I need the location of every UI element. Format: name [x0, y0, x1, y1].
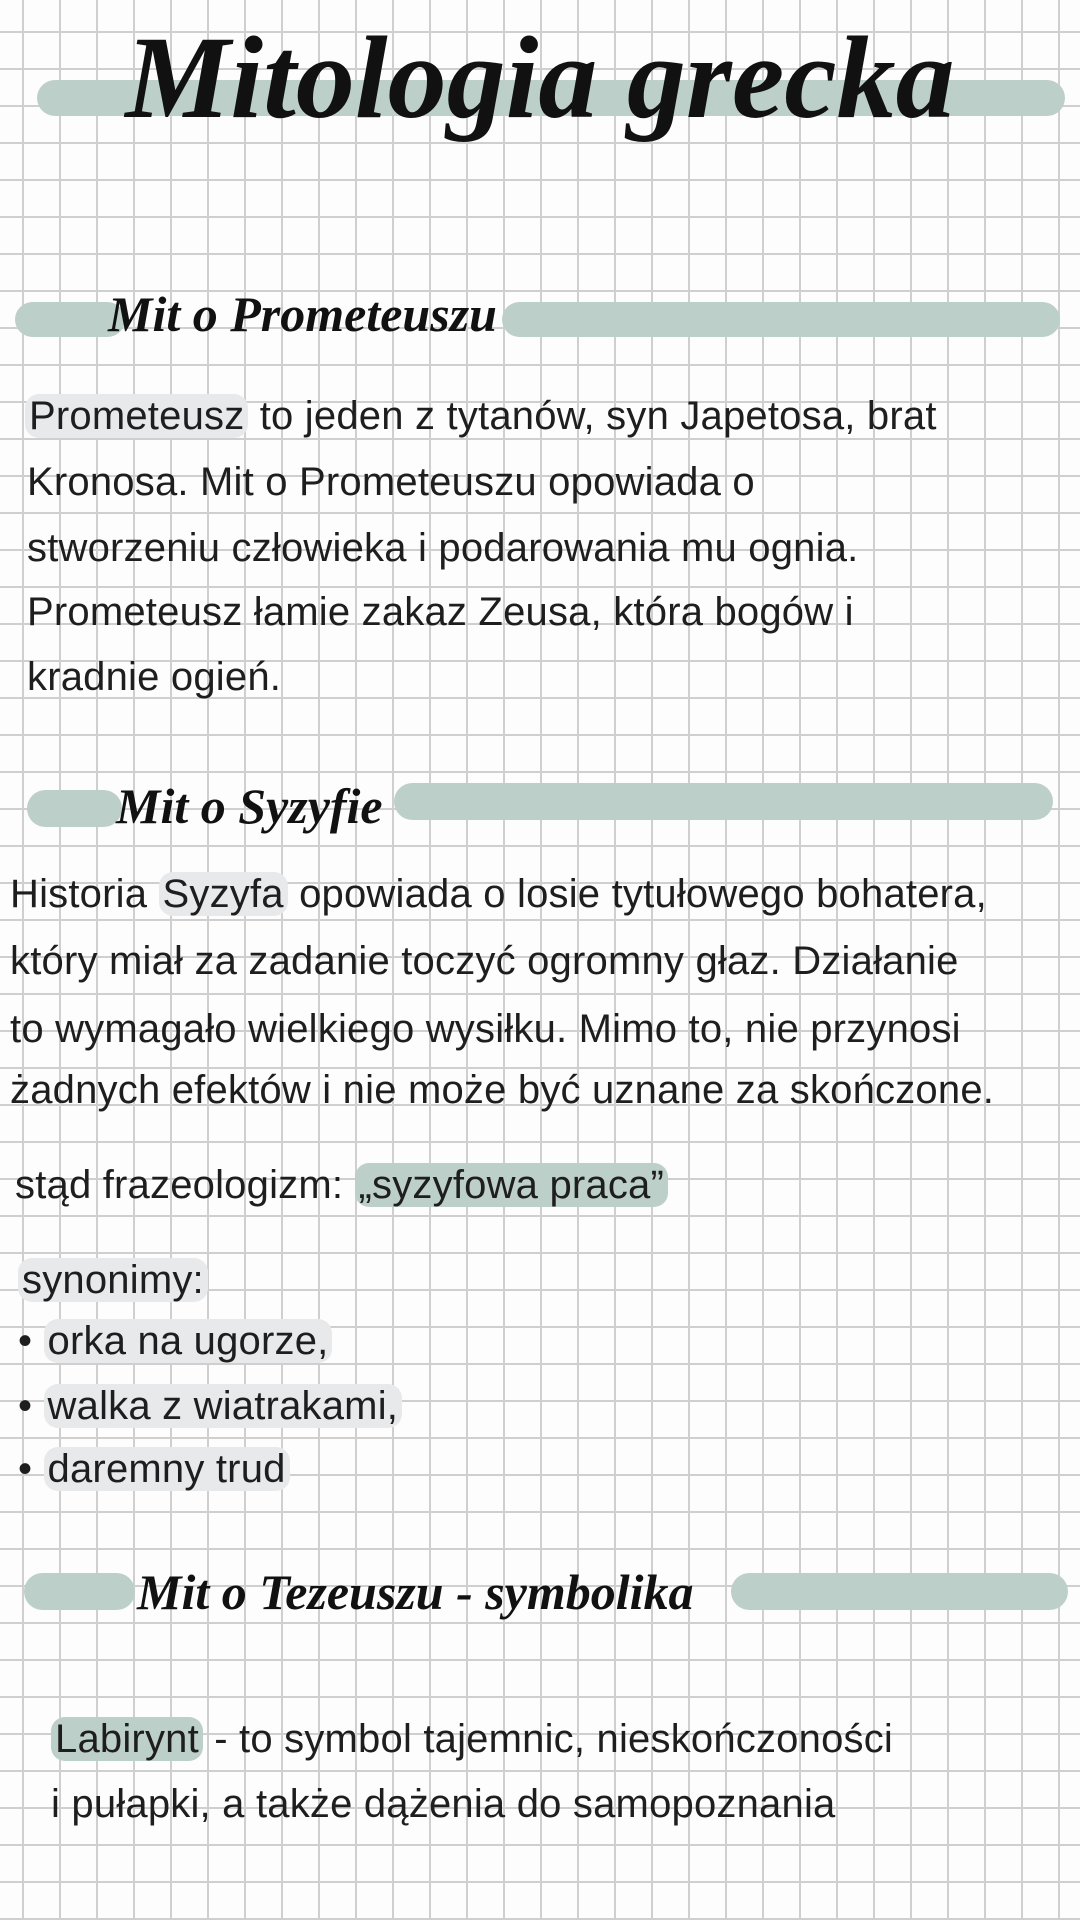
section-heading-prometeusz: Mit o Prometeuszu	[108, 286, 497, 342]
paragraph-line: żadnych efektów i nie może być uznane za skończone.	[10, 1068, 995, 1112]
highlight-labirynt: Labirynt	[51, 1717, 203, 1761]
paragraph-line: który miał za zadanie toczyć ogromny głaz. Działanie	[10, 939, 959, 983]
paragraph-line: Kronosa. Mit o Prometeuszu opowiada o	[27, 460, 755, 504]
paragraph-line	[25, 391, 937, 441]
phrase-label: stąd frazeologizm:	[15, 1163, 355, 1207]
heading-bar-right	[502, 302, 1060, 337]
paragraph-line	[10, 869, 987, 919]
highlight-syzyfa: Syzyfa	[159, 872, 288, 916]
text: opowiada o losie tytułowego bohatera,	[287, 872, 987, 916]
synonym-item: • walka z wiatrakami,	[18, 1381, 402, 1431]
synonym-text: orka na ugorze,	[44, 1319, 333, 1363]
synonym-item: • daremny trud	[18, 1444, 290, 1494]
synonym-item: • orka na ugorze,	[18, 1316, 332, 1366]
heading-bar-right	[731, 1573, 1068, 1610]
section-heading-tezeusz: Mit o Tezeuszu - symbolika	[137, 1564, 694, 1620]
text: - to symbol tajemnic, nieskończoności	[202, 1717, 894, 1761]
paragraph-line	[51, 1714, 893, 1764]
synonym-text: daremny trud	[44, 1447, 290, 1491]
highlight-prometeusz: Prometeusz	[25, 394, 248, 438]
heading-bar-left	[24, 1573, 135, 1610]
paragraph-line: stworzeniu człowieka i podarowania mu ognia.	[27, 526, 859, 570]
paragraph-line: kradnie ogień.	[27, 655, 282, 699]
synonym-text: walka z wiatrakami,	[44, 1384, 403, 1428]
heading-bar-right	[394, 783, 1053, 820]
text: Historia	[10, 872, 159, 916]
page-title: Mitologia grecka	[125, 12, 955, 143]
phrase-highlight: „syzyfowa praca”	[355, 1163, 669, 1207]
paragraph-line: to wymagało wielkiego wysiłku. Mimo to, nie przynosi	[10, 1007, 961, 1051]
synonyms-label-text: synonimy:	[18, 1258, 208, 1302]
phrase-line	[15, 1160, 668, 1210]
heading-bar-left	[27, 790, 122, 827]
synonyms-label	[18, 1255, 208, 1305]
text: to jeden z tytanów, syn Japetosa, brat	[248, 394, 937, 438]
section-heading-syzyf: Mit o Syzyfie	[116, 778, 383, 834]
paragraph-line: Prometeusz łamie zakaz Zeusa, która bogów i	[27, 590, 854, 634]
paragraph-line: i pułapki, a także dążenia do samopoznania	[51, 1782, 836, 1826]
